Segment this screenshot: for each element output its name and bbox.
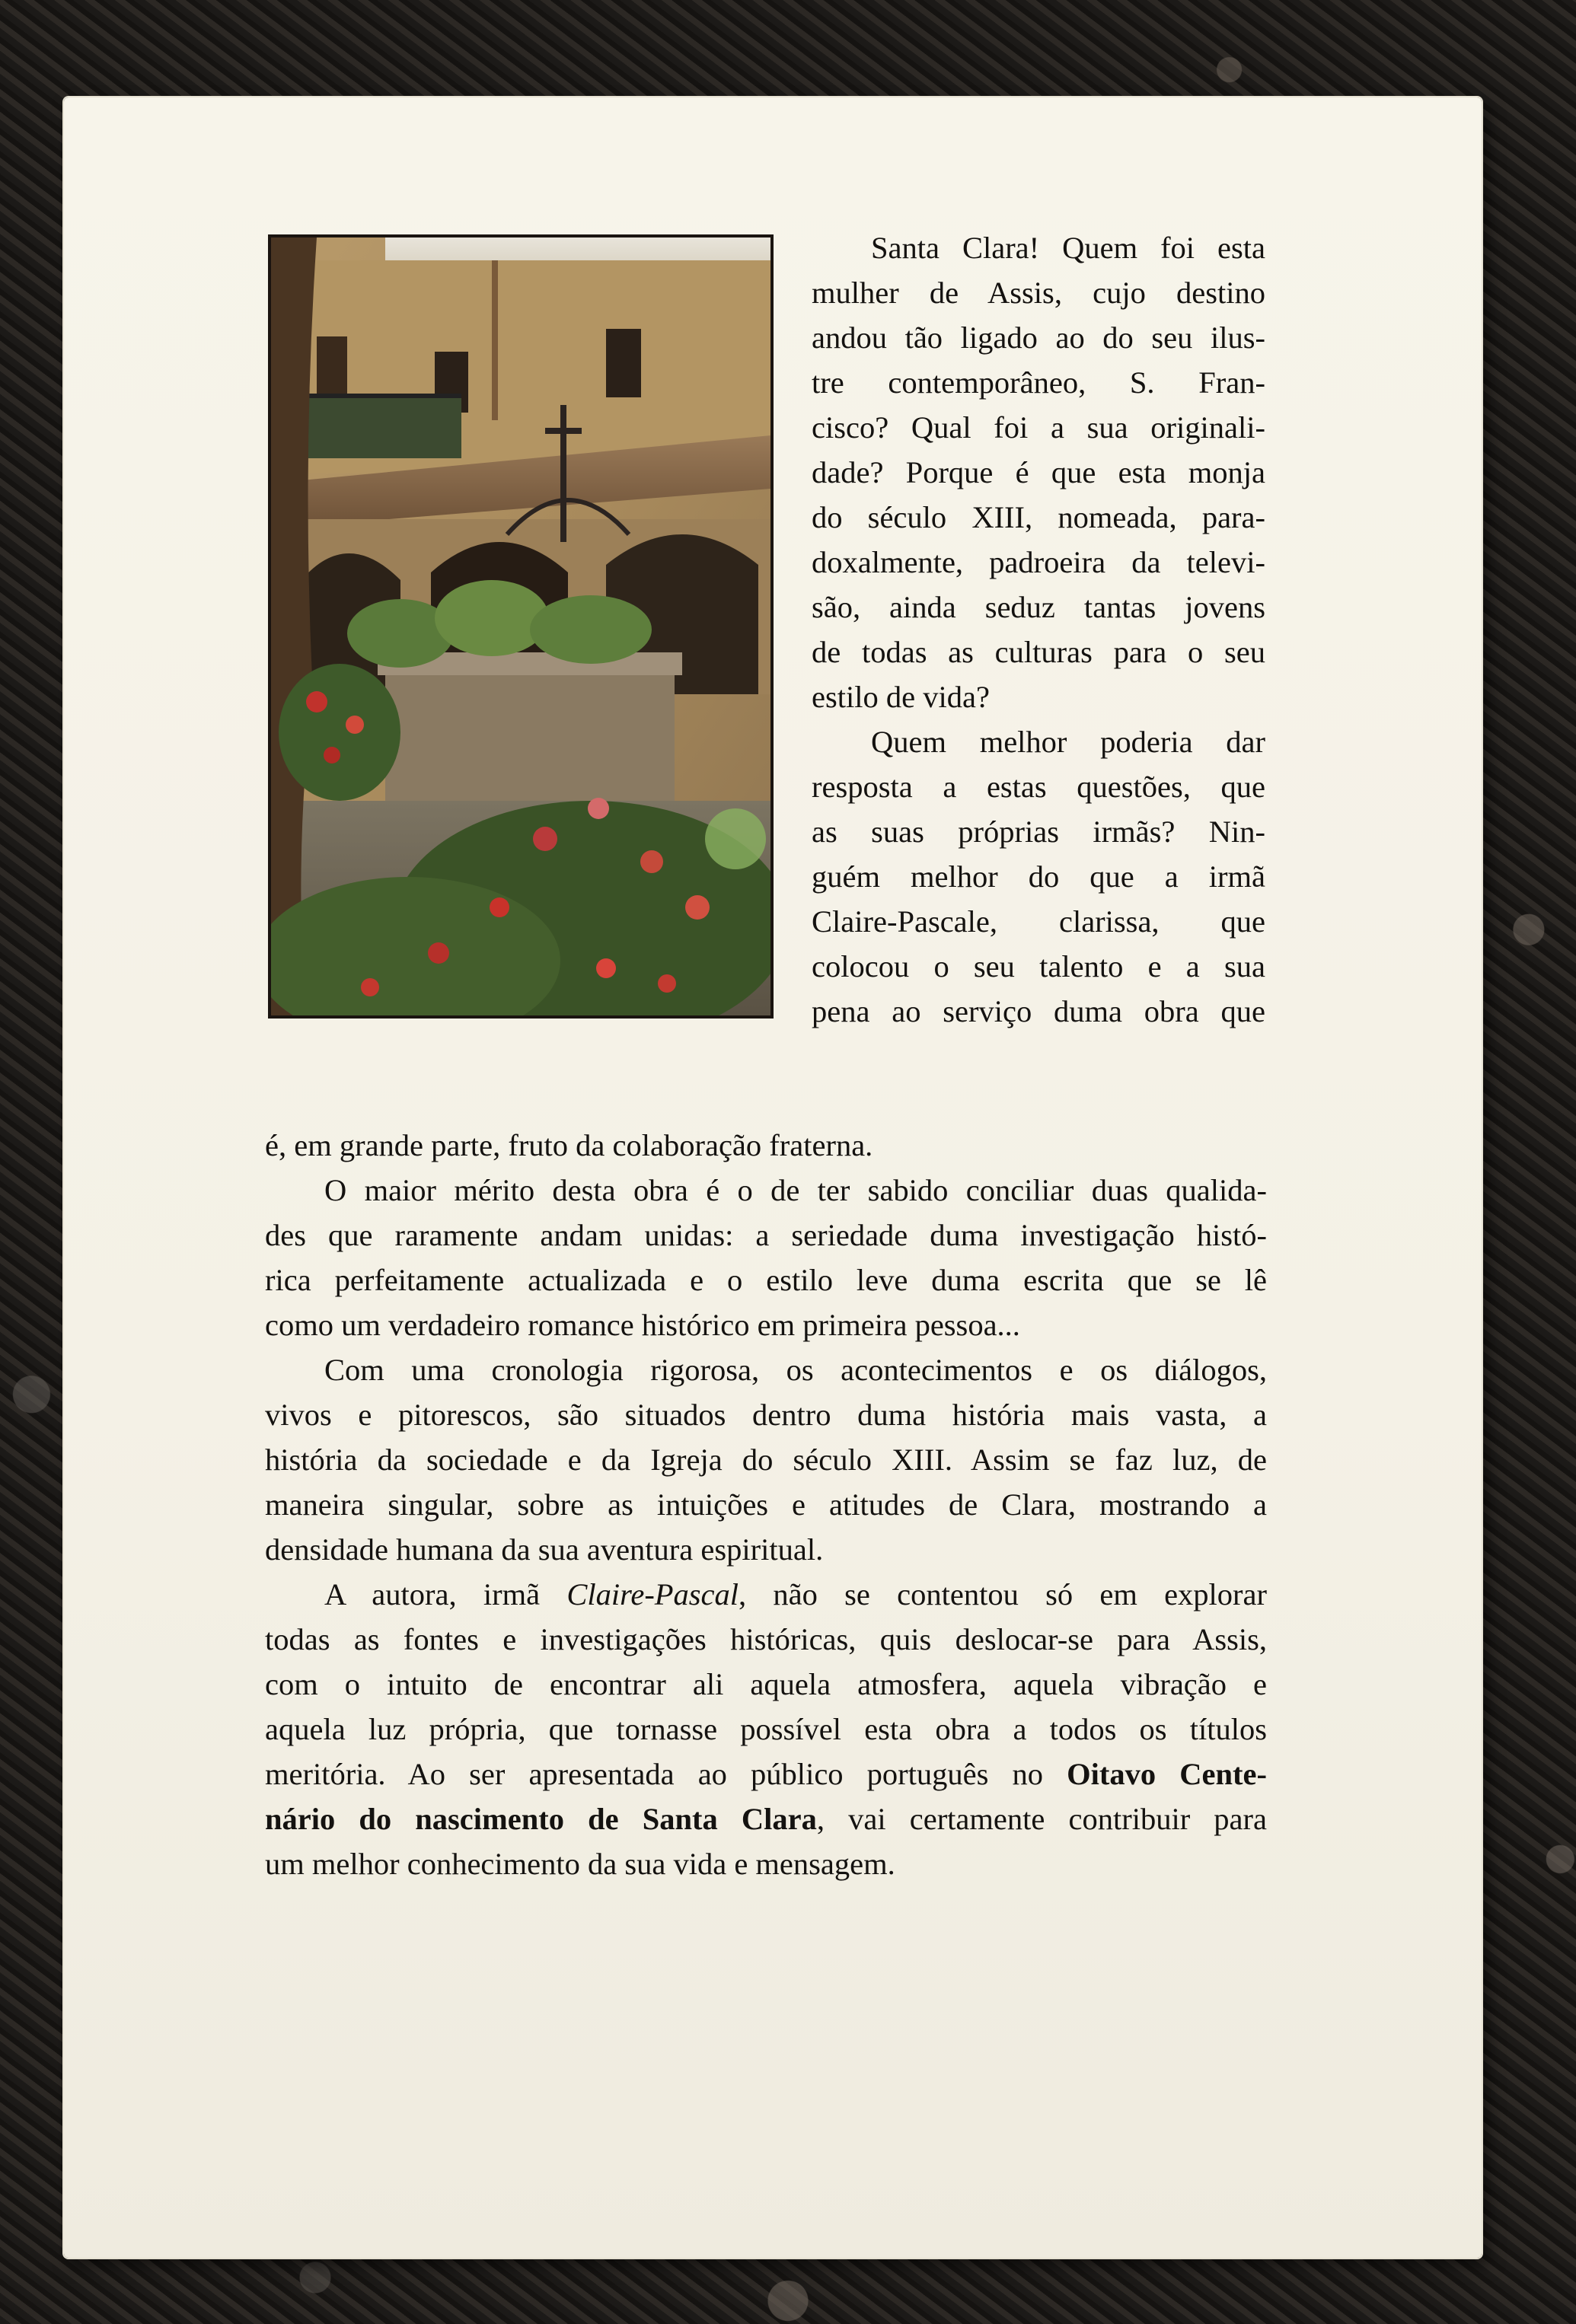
text-line: cisco? Qual foi a sua originali-	[812, 410, 1265, 445]
text-line: história da sociedade e da Igreja do século XIII. Assim se faz luz, de	[265, 1443, 1267, 1477]
text-line: dade? Porque é que esta monja	[812, 455, 1265, 489]
main-text	[265, 1123, 1267, 1886]
text-run: meritória. Ao ser apresentada ao público português no	[265, 1757, 1067, 1791]
text-line: Quem melhor poderia dar	[871, 725, 1265, 759]
text-line: pena ao serviço duma obra que	[812, 994, 1265, 1028]
text-line: as suas próprias irmãs? Nin-	[812, 815, 1265, 849]
text-line: colocou o seu talento e a sua	[812, 949, 1265, 983]
text-line: O maior mérito desta obra é o de ter sabido conciliar duas qualida-	[324, 1173, 1267, 1207]
book-back-cover	[64, 97, 1482, 2258]
text-line: um melhor conhecimento da sua vida e mensagem.	[265, 1847, 895, 1881]
text-line: vivos e pitorescos, são situados dentro duma história mais vasta, a	[265, 1398, 1267, 1432]
text-run: , não se contentou só em explorar	[739, 1577, 1268, 1611]
text-line: Claire-Pascale, clarissa, que	[812, 904, 1265, 939]
text-line: mulher de Assis, cujo destino	[812, 276, 1265, 310]
text-line	[265, 1796, 1267, 1841]
intro-column	[812, 225, 1265, 1034]
text-line: estilo de vida?	[812, 680, 990, 714]
text-line: maneira singular, sobre as intuições e atitudes de Clara, mostrando a	[265, 1487, 1267, 1522]
text-line: guém melhor do que a irmã	[812, 859, 1265, 894]
text-line: tre contemporâneo, S. Fran-	[812, 365, 1265, 400]
text-line: des que raramente andam unidas: a seriedade duma investigação histó-	[265, 1218, 1267, 1252]
emphasis-bold: Oitavo Cente-	[1067, 1757, 1267, 1791]
text-line: Santa Clara! Quem foi esta	[871, 231, 1265, 265]
text-line: andou tão ligado ao do seu ilus-	[812, 320, 1265, 355]
text-run: A autora, irmã	[324, 1577, 567, 1611]
cloister-illustration	[271, 238, 770, 1015]
text-line: rica perfeitamente actualizada e o estilo leve duma escrita que se lê	[265, 1263, 1267, 1297]
text-line: densidade humana da sua aventura espiritual.	[265, 1532, 824, 1567]
cloister-photo	[268, 234, 774, 1019]
text-line: do século XIII, nomeada, para-	[812, 500, 1265, 534]
text-line	[265, 1572, 1267, 1617]
emphasis-bold: nário do nascimento de Santa Clara	[265, 1802, 817, 1836]
text-line: é, em grande parte, fruto da colaboração fraterna.	[265, 1128, 873, 1162]
text-line: Com uma cronologia rigorosa, os acontecimentos e os diálogos,	[324, 1353, 1267, 1387]
text-line: aquela luz própria, que tornasse possível esta obra a todos os títulos	[265, 1712, 1267, 1746]
author-name: Claire-Pascal	[566, 1577, 739, 1611]
text-line: com o intuito de encontrar ali aquela atmosfera, aquela vibração e	[265, 1667, 1267, 1701]
text-line: de todas as culturas para o seu	[812, 635, 1265, 669]
text-line: resposta a estas questões, que	[812, 770, 1265, 804]
text-line: doxalmente, padroeira da televi-	[812, 545, 1265, 579]
text-run: , vai certamente contribuir para	[816, 1802, 1267, 1836]
text-line	[265, 1752, 1267, 1796]
text-line: como um verdadeiro romance histórico em primeira pessoa...	[265, 1308, 1020, 1342]
text-line: são, ainda seduz tantas jovens	[812, 590, 1265, 624]
text-line: todas as fontes e investigações históricas, quis deslocar-se para Assis,	[265, 1622, 1267, 1656]
